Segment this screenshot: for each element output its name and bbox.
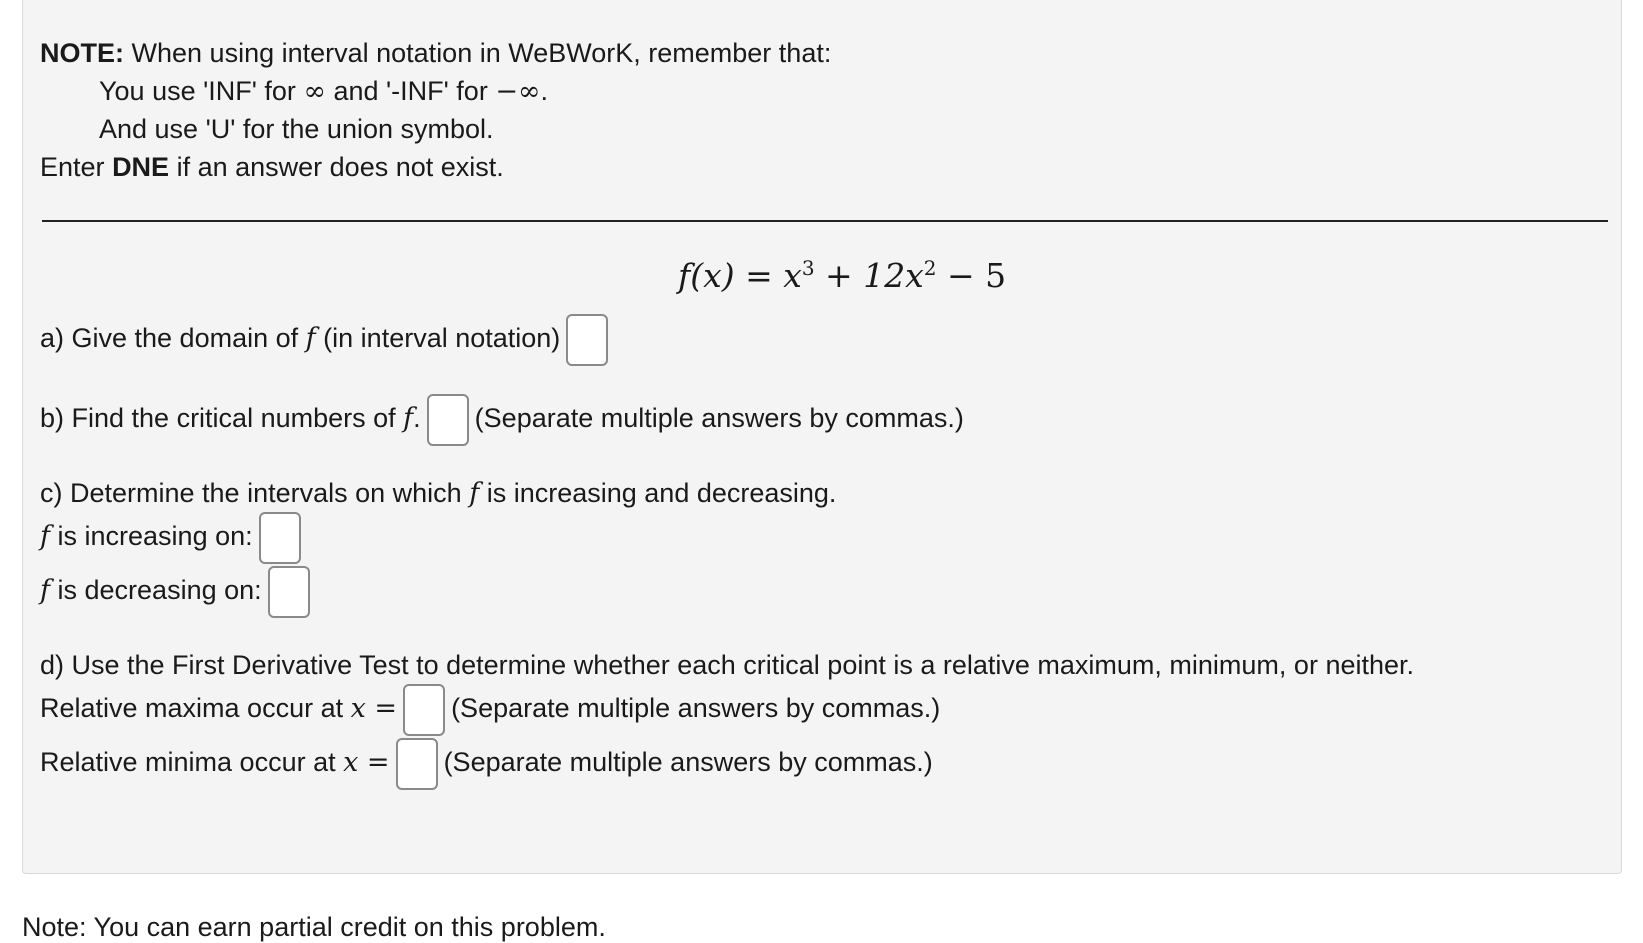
increasing-row xyxy=(40,512,307,564)
minima-row xyxy=(40,738,933,790)
relative-minima-input[interactable] xyxy=(396,738,438,790)
equation-rhs: − 5 xyxy=(936,256,1007,295)
note-inf-text-b: and '-INF' for xyxy=(333,76,488,106)
separator xyxy=(42,220,1608,222)
note-inf-text-a: You use 'INF' for xyxy=(99,76,296,106)
note-line-dne xyxy=(40,152,504,183)
critical-numbers-input[interactable] xyxy=(427,394,469,446)
part-c-intro xyxy=(40,478,836,509)
part-b-hint: (Separate multiple answers by commas.) xyxy=(474,403,964,434)
part-b-period: . xyxy=(413,403,421,434)
part-a-label: a) Give the domain of xyxy=(40,323,299,354)
maxima-row xyxy=(40,684,940,736)
note-label: NOTE: xyxy=(40,38,124,68)
part-b-row xyxy=(40,394,964,446)
equation-lhs: f(x) = x xyxy=(678,256,802,295)
note-dne-text-b: if an answer does not exist. xyxy=(176,152,504,182)
equation-mid: + 12x xyxy=(814,256,924,295)
decreasing-interval-input[interactable] xyxy=(268,566,310,618)
increasing-interval-input[interactable] xyxy=(259,512,301,564)
decreasing-f: f xyxy=(40,575,50,607)
note-dne-text-a: Enter xyxy=(40,152,105,182)
note-dne-bold: DNE xyxy=(112,152,170,182)
maxima-x-eq: x = xyxy=(350,693,398,725)
footer-partial-credit-note: Note: You can earn partial credit on this problem. xyxy=(22,912,606,942)
relative-maxima-input[interactable] xyxy=(403,684,445,736)
note-text: When using interval notation in WeBWorK, remember that: xyxy=(131,38,832,68)
part-b-label: b) Find the critical numbers of xyxy=(40,403,396,434)
part-a-f: f xyxy=(305,323,316,355)
domain-answer-input[interactable] xyxy=(566,314,608,366)
part-a-label-2: (in interval notation) xyxy=(323,323,561,354)
note-line-1 xyxy=(40,38,831,69)
minima-x-eq: x = xyxy=(343,747,390,779)
increasing-f: f xyxy=(40,521,50,553)
equation-exponent-2: 2 xyxy=(923,256,937,280)
part-d-intro: d) Use the First Derivative Test to determine whether each critical point is a relative maximum, minimum, or neither. xyxy=(40,650,1415,680)
part-c-intro-a: c) Determine the intervals on which xyxy=(40,478,462,508)
decreasing-row xyxy=(40,566,316,618)
maxima-label: Relative maxima occur at xyxy=(40,693,344,724)
note-inf-text-c: . xyxy=(540,76,548,106)
increasing-label: is increasing on: xyxy=(57,521,253,552)
function-equation xyxy=(678,256,1006,295)
note-line-inf xyxy=(99,76,548,107)
note-line-union: And use 'U' for the union symbol. xyxy=(99,114,494,144)
part-c-f: f xyxy=(469,478,480,509)
part-b-f: f xyxy=(403,403,414,435)
part-c-intro-b: is increasing and decreasing. xyxy=(486,478,837,508)
maxima-hint: (Separate multiple answers by commas.) xyxy=(451,693,941,724)
minima-hint: (Separate multiple answers by commas.) xyxy=(443,747,933,778)
neg-infinity-symbol: −∞ xyxy=(495,76,541,107)
part-a-row xyxy=(40,314,614,366)
infinity-symbol: ∞ xyxy=(303,76,326,107)
minima-label: Relative minima occur at xyxy=(40,747,336,778)
equation-exponent-3: 3 xyxy=(801,256,815,280)
decreasing-label: is decreasing on: xyxy=(57,575,262,606)
